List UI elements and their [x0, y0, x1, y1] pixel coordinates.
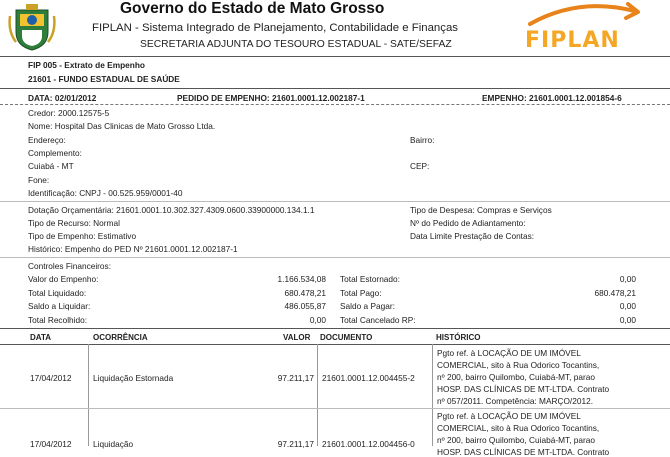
credor-name: Nome: Hospital Das Clinicas de Mato Grosso Ltda. — [28, 121, 216, 131]
col-header-valor: VALOR — [283, 333, 311, 342]
control-value: 0,00 — [619, 274, 636, 284]
coat-of-arms-icon — [6, 2, 58, 52]
cep-label: CEP: — [410, 161, 430, 171]
control-label: Saldo a Liquidar: — [28, 301, 91, 311]
complemento-label: Complemento: — [28, 148, 82, 158]
control-label: Total Estornado: — [340, 274, 400, 284]
control-label: Saldo a Pagar: — [340, 301, 395, 311]
secretaria-label: SECRETARIA ADJUNTA DO TESOURO ESTADUAL - SATE/SEFAZ — [140, 39, 452, 50]
row-historico-line: HOSP. DAS CLÍNICAS DE MT-LTDA. Contrato — [437, 447, 610, 457]
row-ocorrencia: Liquidação — [93, 439, 134, 449]
endereco-label: Endereço: — [28, 135, 66, 145]
row-historico-line: nº 200, bairro Quilombo, Cuiabá-MT, parao — [437, 372, 595, 382]
row-date: 17/04/2012 — [30, 373, 72, 383]
report-code: FIP 005 - Extrato de Empenho — [28, 60, 145, 70]
control-label: Total Cancelado RP: — [340, 315, 416, 325]
row-historico-line: nº 057/2011. Competência: MARÇO/2012. — [437, 396, 593, 406]
row-historico-line: nº 200, bairro Quilombo, Cuiabá-MT, parao — [437, 435, 595, 445]
control-value: 680.478,21 — [284, 288, 326, 298]
fiplan-logo-text: FIPLAN — [525, 28, 620, 53]
control-label: Total Liquidado: — [28, 288, 87, 298]
row-historico-line: COMERCIAL, sito à Rua Odorico Tocantins, — [437, 360, 600, 370]
creditor-divider — [0, 201, 670, 202]
data-limite: Data Limite Prestação de Contas: — [410, 231, 535, 241]
bairro-label: Bairro: — [410, 135, 435, 145]
row-historico-line: HOSP. DAS CLÍNICAS DE MT-LTDA. Contrato — [437, 384, 610, 394]
fone-label: Fone: — [28, 175, 50, 185]
col-separator — [432, 344, 433, 446]
tipo-recurso: Tipo de Recurso: Normal — [28, 218, 120, 228]
credor-code: Credor: 2000.12575-5 — [28, 108, 110, 118]
dotacao-label: Dotação Orçamentária: 21601.0001.10.302.327.4309.0600.33900000.134.1.1 — [28, 205, 315, 215]
col-header-historico: HISTÓRICO — [436, 333, 481, 342]
header-divider — [0, 56, 670, 57]
control-label: Valor do Empenho: — [28, 274, 99, 284]
control-value: 0,00 — [619, 315, 636, 325]
control-value: 486.055,87 — [284, 301, 326, 311]
historico-label: Histórico: Empenho do PED Nº 21601.0001.12.002187-1 — [28, 244, 238, 254]
pedido-empenho: PEDIDO DE EMPENHO: 21601.0001.12.002187-1 — [177, 93, 365, 103]
row-historico-line: Pgto ref. à LOCAÇÃO DE UM IMÓVEL — [437, 411, 581, 421]
government-title: Governo do Estado de Mato Grosso — [120, 0, 385, 17]
system-subtitle: FIPLAN - Sistema Integrado de Planejamento, Contabilidade e Finanças — [92, 22, 458, 34]
budget-divider — [0, 257, 670, 258]
report-date: DATA: 02/01/2012 — [28, 93, 97, 103]
control-label: Total Pago: — [340, 288, 382, 298]
pedido-adiantamento: Nº do Pedido de Adiantamento: — [410, 218, 526, 228]
row-valor: 97.211,17 — [277, 373, 314, 383]
row-historico-line: COMERCIAL, sito à Rua Odorico Tocantins, — [437, 423, 600, 433]
fund-label: 21601 - FUNDO ESTADUAL DE SAÚDE — [28, 74, 180, 84]
meta-divider — [0, 104, 670, 105]
control-value: 0,00 — [619, 301, 636, 311]
col-header-data: DATA — [30, 333, 52, 342]
row-ocorrencia: Liquidação Estornada — [93, 373, 174, 383]
controls-heading: Controles Financeiros: — [28, 261, 112, 271]
row-date: 17/04/2012 — [30, 439, 72, 449]
title-divider — [0, 88, 670, 89]
table-header-divider — [0, 344, 670, 345]
col-separator — [88, 344, 89, 446]
empenho-number: EMPENHO: 21601.0001.12.001854-6 — [482, 93, 622, 103]
control-value: 1.166.534,08 — [277, 274, 326, 284]
row-valor: 97.211,17 — [277, 439, 314, 449]
col-header-documento: DOCUMENTO — [320, 333, 373, 342]
row-divider — [0, 408, 670, 409]
control-value: 680.478,21 — [594, 288, 636, 298]
identificacao-label: Identificação: CNPJ - 00.525.959/0001-40 — [28, 188, 183, 198]
control-label: Total Recolhido: — [28, 315, 88, 325]
control-value: 0,00 — [309, 315, 326, 325]
tipo-despesa: Tipo de Despesa: Compras e Serviços — [410, 205, 552, 215]
col-separator — [317, 344, 318, 446]
row-documento: 21601.0001.12.004456-0 — [322, 439, 415, 449]
cidade-label: Cuiabá - MT — [28, 161, 74, 171]
tipo-empenho: Tipo de Empenho: Estimativo — [28, 231, 137, 241]
row-documento-text: 21601.0001.12.004455-2 — [322, 373, 415, 383]
row-documento — [322, 373, 415, 383]
controls-divider — [0, 328, 670, 329]
col-header-ocorrencia: OCORRÊNCIA — [93, 333, 148, 342]
row-historico-line: Pgto ref. à LOCAÇÃO DE UM IMÓVEL — [437, 348, 581, 358]
